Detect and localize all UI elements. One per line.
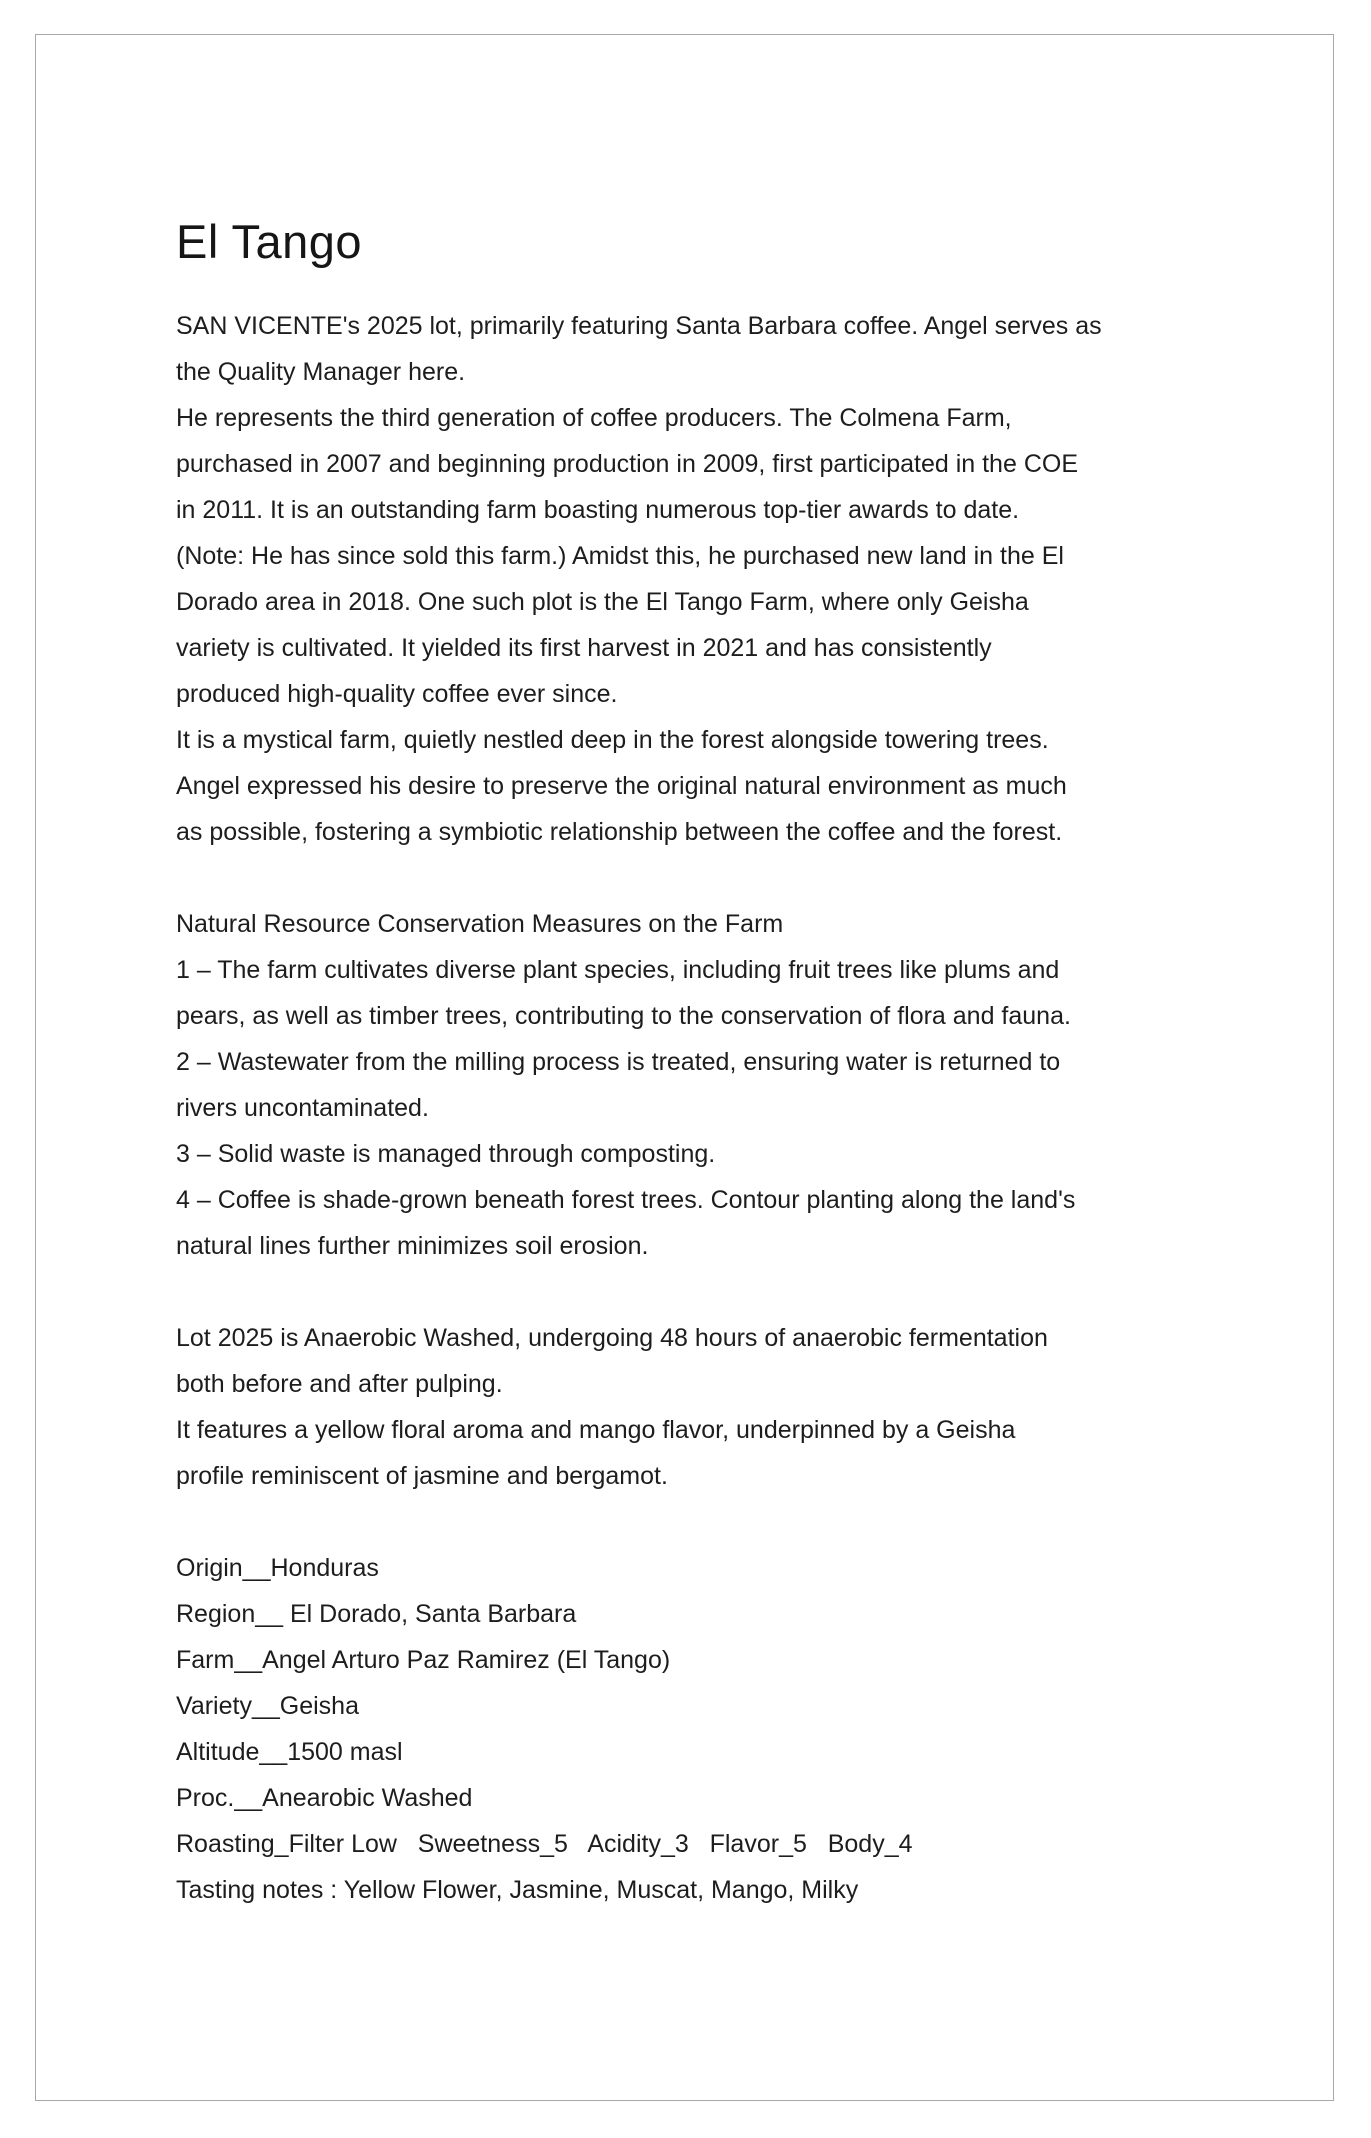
text-line: He represents the third generation of coffee producers. The Colmena Farm,	[176, 404, 1012, 432]
text-line: Proc.__Anearobic Washed	[176, 1784, 473, 1812]
text-line: Lot 2025 is Anaerobic Washed, undergoing 48 hours of anaerobic fermentation	[176, 1324, 1048, 1352]
text-line: Origin__Honduras	[176, 1554, 379, 1582]
blank-line	[176, 1499, 1226, 1545]
text-line: natural lines further minimizes soil erosion.	[176, 1232, 649, 1260]
text-line: Farm__Angel Arturo Paz Ramirez (El Tango)	[176, 1646, 671, 1674]
text-line: purchased in 2007 and beginning production in 2009, first participated in the COE	[176, 450, 1078, 478]
text-line: (Note: He has since sold this farm.) Amidst this, he purchased new land in the El	[176, 542, 1064, 570]
blank-line	[176, 1269, 1226, 1315]
text-line: 1 – The farm cultivates diverse plant species, including fruit trees like plums and	[176, 956, 1060, 984]
text-line: Roasting_Filter Low Sweetness_5 Acidity_3 Flavor_5 Body_4	[176, 1830, 913, 1858]
text-line: produced high-quality coffee ever since.	[176, 680, 618, 708]
text-line: It features a yellow floral aroma and mango flavor, underpinned by a Geisha	[176, 1416, 1016, 1444]
text-line: rivers uncontaminated.	[176, 1094, 429, 1122]
blank-line	[176, 855, 1226, 901]
text-line: Dorado area in 2018. One such plot is the El Tango Farm, where only Geisha	[176, 588, 1029, 616]
text-line: Tasting notes : Yellow Flower, Jasmine, Muscat, Mango, Milky	[176, 1876, 859, 1904]
document-body	[176, 303, 1226, 1913]
text-line: Natural Resource Conservation Measures on the Farm	[176, 910, 784, 938]
text-line: 2 – Wastewater from the milling process is treated, ensuring water is returned to	[176, 1048, 1061, 1076]
text-line: 4 – Coffee is shade-grown beneath forest trees. Contour planting along the land's	[176, 1186, 1076, 1214]
text-line: the Quality Manager here.	[176, 358, 466, 386]
text-line: It is a mystical farm, quietly nestled deep in the forest alongside towering trees.	[176, 726, 1049, 754]
document-page	[35, 34, 1334, 2101]
text-line: Region__ El Dorado, Santa Barbara	[176, 1600, 577, 1628]
text-line: Angel expressed his desire to preserve the original natural environment as much	[176, 772, 1067, 800]
text-line: variety is cultivated. It yielded its first harvest in 2021 and has consistently	[176, 634, 992, 662]
text-line: 3 – Solid waste is managed through composting.	[176, 1140, 716, 1168]
text-line: as possible, fostering a symbiotic relationship between the coffee and the forest.	[176, 818, 1063, 846]
text-line: Altitude__1500 masl	[176, 1738, 403, 1766]
text-line: Variety__Geisha	[176, 1692, 359, 1720]
text-line: in 2011. It is an outstanding farm boasting numerous top-tier awards to date.	[176, 496, 1020, 524]
text-line: profile reminiscent of jasmine and bergamot.	[176, 1462, 668, 1490]
text-line: pears, as well as timber trees, contributing to the conservation of flora and fauna.	[176, 1002, 1071, 1030]
text-line: both before and after pulping.	[176, 1370, 503, 1398]
text-line: SAN VICENTE's 2025 lot, primarily featuring Santa Barbara coffee. Angel serves as	[176, 312, 1102, 340]
page-title: El Tango	[176, 215, 363, 269]
